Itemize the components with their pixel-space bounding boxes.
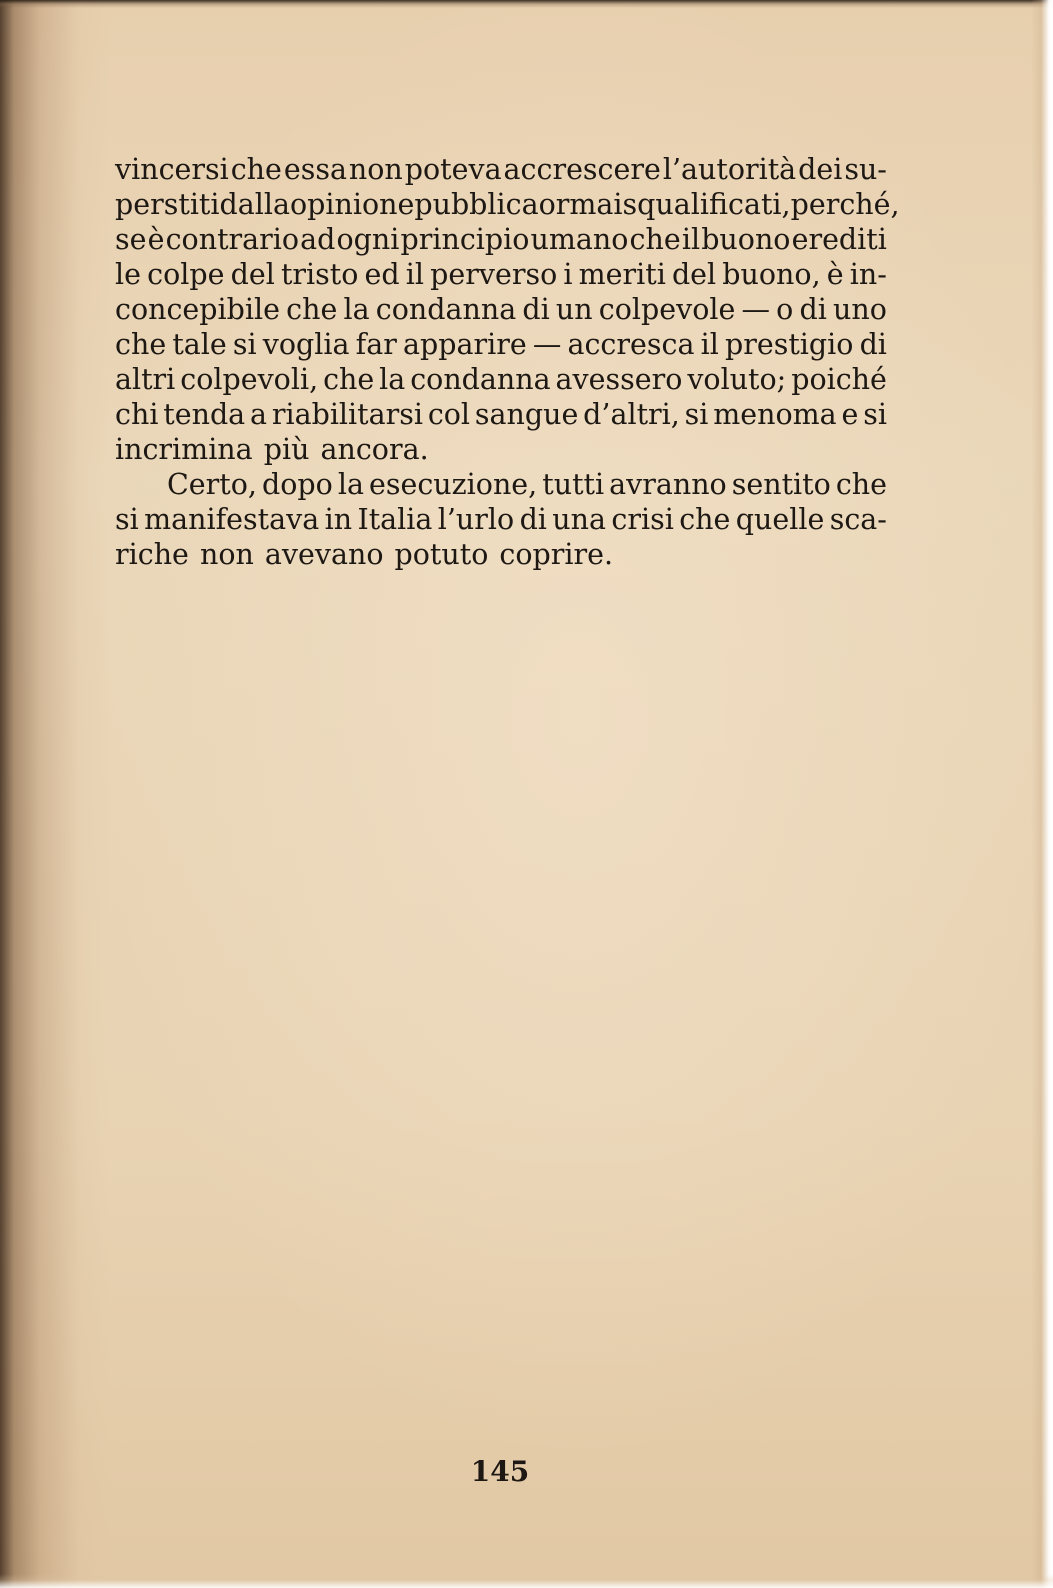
word: ogni bbox=[336, 223, 400, 256]
word: dalla bbox=[219, 188, 290, 221]
word: che bbox=[835, 468, 887, 501]
text-line bbox=[115, 467, 887, 502]
word: il bbox=[681, 223, 701, 256]
word: che bbox=[679, 503, 731, 536]
text-line bbox=[115, 187, 900, 222]
word: col bbox=[427, 398, 471, 431]
word: dei bbox=[798, 153, 843, 186]
word: il bbox=[405, 258, 424, 291]
word: poteva bbox=[404, 153, 502, 186]
text-line: riche non avevano potuto coprire. bbox=[115, 538, 614, 571]
word: sangue bbox=[474, 398, 579, 431]
word: tristo bbox=[280, 258, 359, 291]
text-line bbox=[115, 362, 887, 397]
word: buono bbox=[701, 223, 791, 256]
text-line bbox=[115, 222, 887, 257]
word: se bbox=[115, 223, 147, 256]
word: si bbox=[232, 328, 257, 361]
word: che bbox=[629, 223, 681, 256]
word: concepibile bbox=[115, 293, 281, 326]
paragraph-2 bbox=[115, 467, 887, 572]
paragraph-1 bbox=[115, 152, 900, 467]
text-line bbox=[115, 502, 887, 537]
word: sentito bbox=[731, 468, 831, 501]
word: chi bbox=[115, 398, 159, 431]
word: voluto; bbox=[687, 363, 787, 396]
word: che bbox=[323, 363, 375, 396]
word: ormai bbox=[538, 188, 623, 221]
word: Certo, bbox=[167, 468, 257, 501]
word: ad bbox=[300, 223, 336, 256]
word: la bbox=[379, 363, 406, 396]
word: del bbox=[230, 258, 275, 291]
word: prestigio bbox=[724, 328, 854, 361]
word: ed bbox=[364, 258, 400, 291]
word: e bbox=[841, 398, 859, 431]
word: riabilitarsi bbox=[271, 398, 423, 431]
word: d’altri, bbox=[583, 398, 680, 431]
word: in bbox=[324, 503, 353, 536]
word: la bbox=[337, 468, 364, 501]
word: pubblica bbox=[414, 188, 539, 221]
word: vincersi bbox=[115, 153, 229, 186]
word: opinione bbox=[289, 188, 415, 221]
word: colpe bbox=[147, 258, 225, 291]
word: si bbox=[684, 398, 709, 431]
right-page-edge bbox=[1031, 0, 1053, 1588]
word: si bbox=[115, 503, 139, 536]
word: sca- bbox=[829, 503, 887, 536]
spine-shadow bbox=[0, 0, 110, 1588]
word: buono, bbox=[722, 258, 821, 291]
word: tenda bbox=[163, 398, 246, 431]
word: condanna bbox=[375, 293, 517, 326]
word: un bbox=[555, 293, 593, 326]
word: accrescere bbox=[503, 153, 661, 186]
word: menoma bbox=[713, 398, 837, 431]
word: tutti bbox=[542, 468, 605, 501]
word: una bbox=[552, 503, 606, 536]
word: avranno bbox=[609, 468, 727, 501]
word: dopo bbox=[262, 468, 333, 501]
word: in- bbox=[849, 258, 887, 291]
word: che bbox=[230, 153, 282, 186]
body-text bbox=[115, 152, 900, 572]
word: perché, bbox=[790, 188, 900, 221]
word: di bbox=[799, 293, 827, 326]
word: si bbox=[863, 398, 887, 431]
word: l’autorità bbox=[662, 153, 797, 186]
word: — bbox=[532, 328, 562, 361]
word: il bbox=[700, 328, 719, 361]
word: erediti bbox=[791, 223, 887, 256]
word: la bbox=[343, 293, 370, 326]
word: uno bbox=[833, 293, 887, 326]
text-line bbox=[115, 292, 887, 327]
word: accresca bbox=[567, 328, 695, 361]
word: le bbox=[115, 258, 141, 291]
word: squalificati, bbox=[622, 188, 791, 221]
word: umano bbox=[530, 223, 629, 256]
word: tale bbox=[172, 328, 227, 361]
word: colpevoli, bbox=[180, 363, 319, 396]
bottom-page-edge bbox=[0, 1574, 1053, 1588]
text-line: incrimina più ancora. bbox=[115, 433, 429, 466]
text-line bbox=[115, 257, 887, 292]
word: — bbox=[741, 293, 770, 326]
text-line bbox=[115, 397, 887, 432]
word: esecuzione, bbox=[368, 468, 538, 501]
word: voglia bbox=[262, 328, 350, 361]
word: crisi bbox=[611, 503, 674, 536]
word: poiché bbox=[791, 363, 887, 396]
word: di bbox=[859, 328, 887, 361]
top-page-edge bbox=[0, 0, 1053, 8]
word: a bbox=[250, 398, 268, 431]
word: manifestava bbox=[144, 503, 320, 536]
word: i bbox=[563, 258, 573, 291]
word: Italia bbox=[357, 503, 433, 536]
word: perverso bbox=[430, 258, 558, 291]
word: di bbox=[522, 293, 550, 326]
word: apparire bbox=[402, 328, 527, 361]
word: quelle bbox=[735, 503, 825, 536]
word: principio bbox=[400, 223, 530, 256]
word: è bbox=[826, 258, 844, 291]
word: condanna bbox=[410, 363, 551, 396]
page-number: 145 bbox=[470, 1455, 530, 1488]
word: l’urlo bbox=[437, 503, 515, 536]
word: avessero bbox=[555, 363, 683, 396]
text-line bbox=[115, 152, 887, 187]
word: colpevole bbox=[598, 293, 736, 326]
word: meriti bbox=[578, 258, 666, 291]
word: del bbox=[671, 258, 717, 291]
word: è bbox=[147, 223, 165, 256]
word: o bbox=[776, 293, 794, 326]
word: non bbox=[348, 153, 403, 186]
word: su- bbox=[844, 153, 887, 186]
word: perstiti bbox=[115, 188, 220, 221]
word: contrario bbox=[165, 223, 300, 256]
word: altri bbox=[115, 363, 176, 396]
word: che bbox=[115, 328, 167, 361]
word: di bbox=[519, 503, 547, 536]
text-line bbox=[115, 327, 887, 362]
word: che bbox=[286, 293, 338, 326]
word: essa bbox=[283, 153, 347, 186]
word: far bbox=[355, 328, 397, 361]
